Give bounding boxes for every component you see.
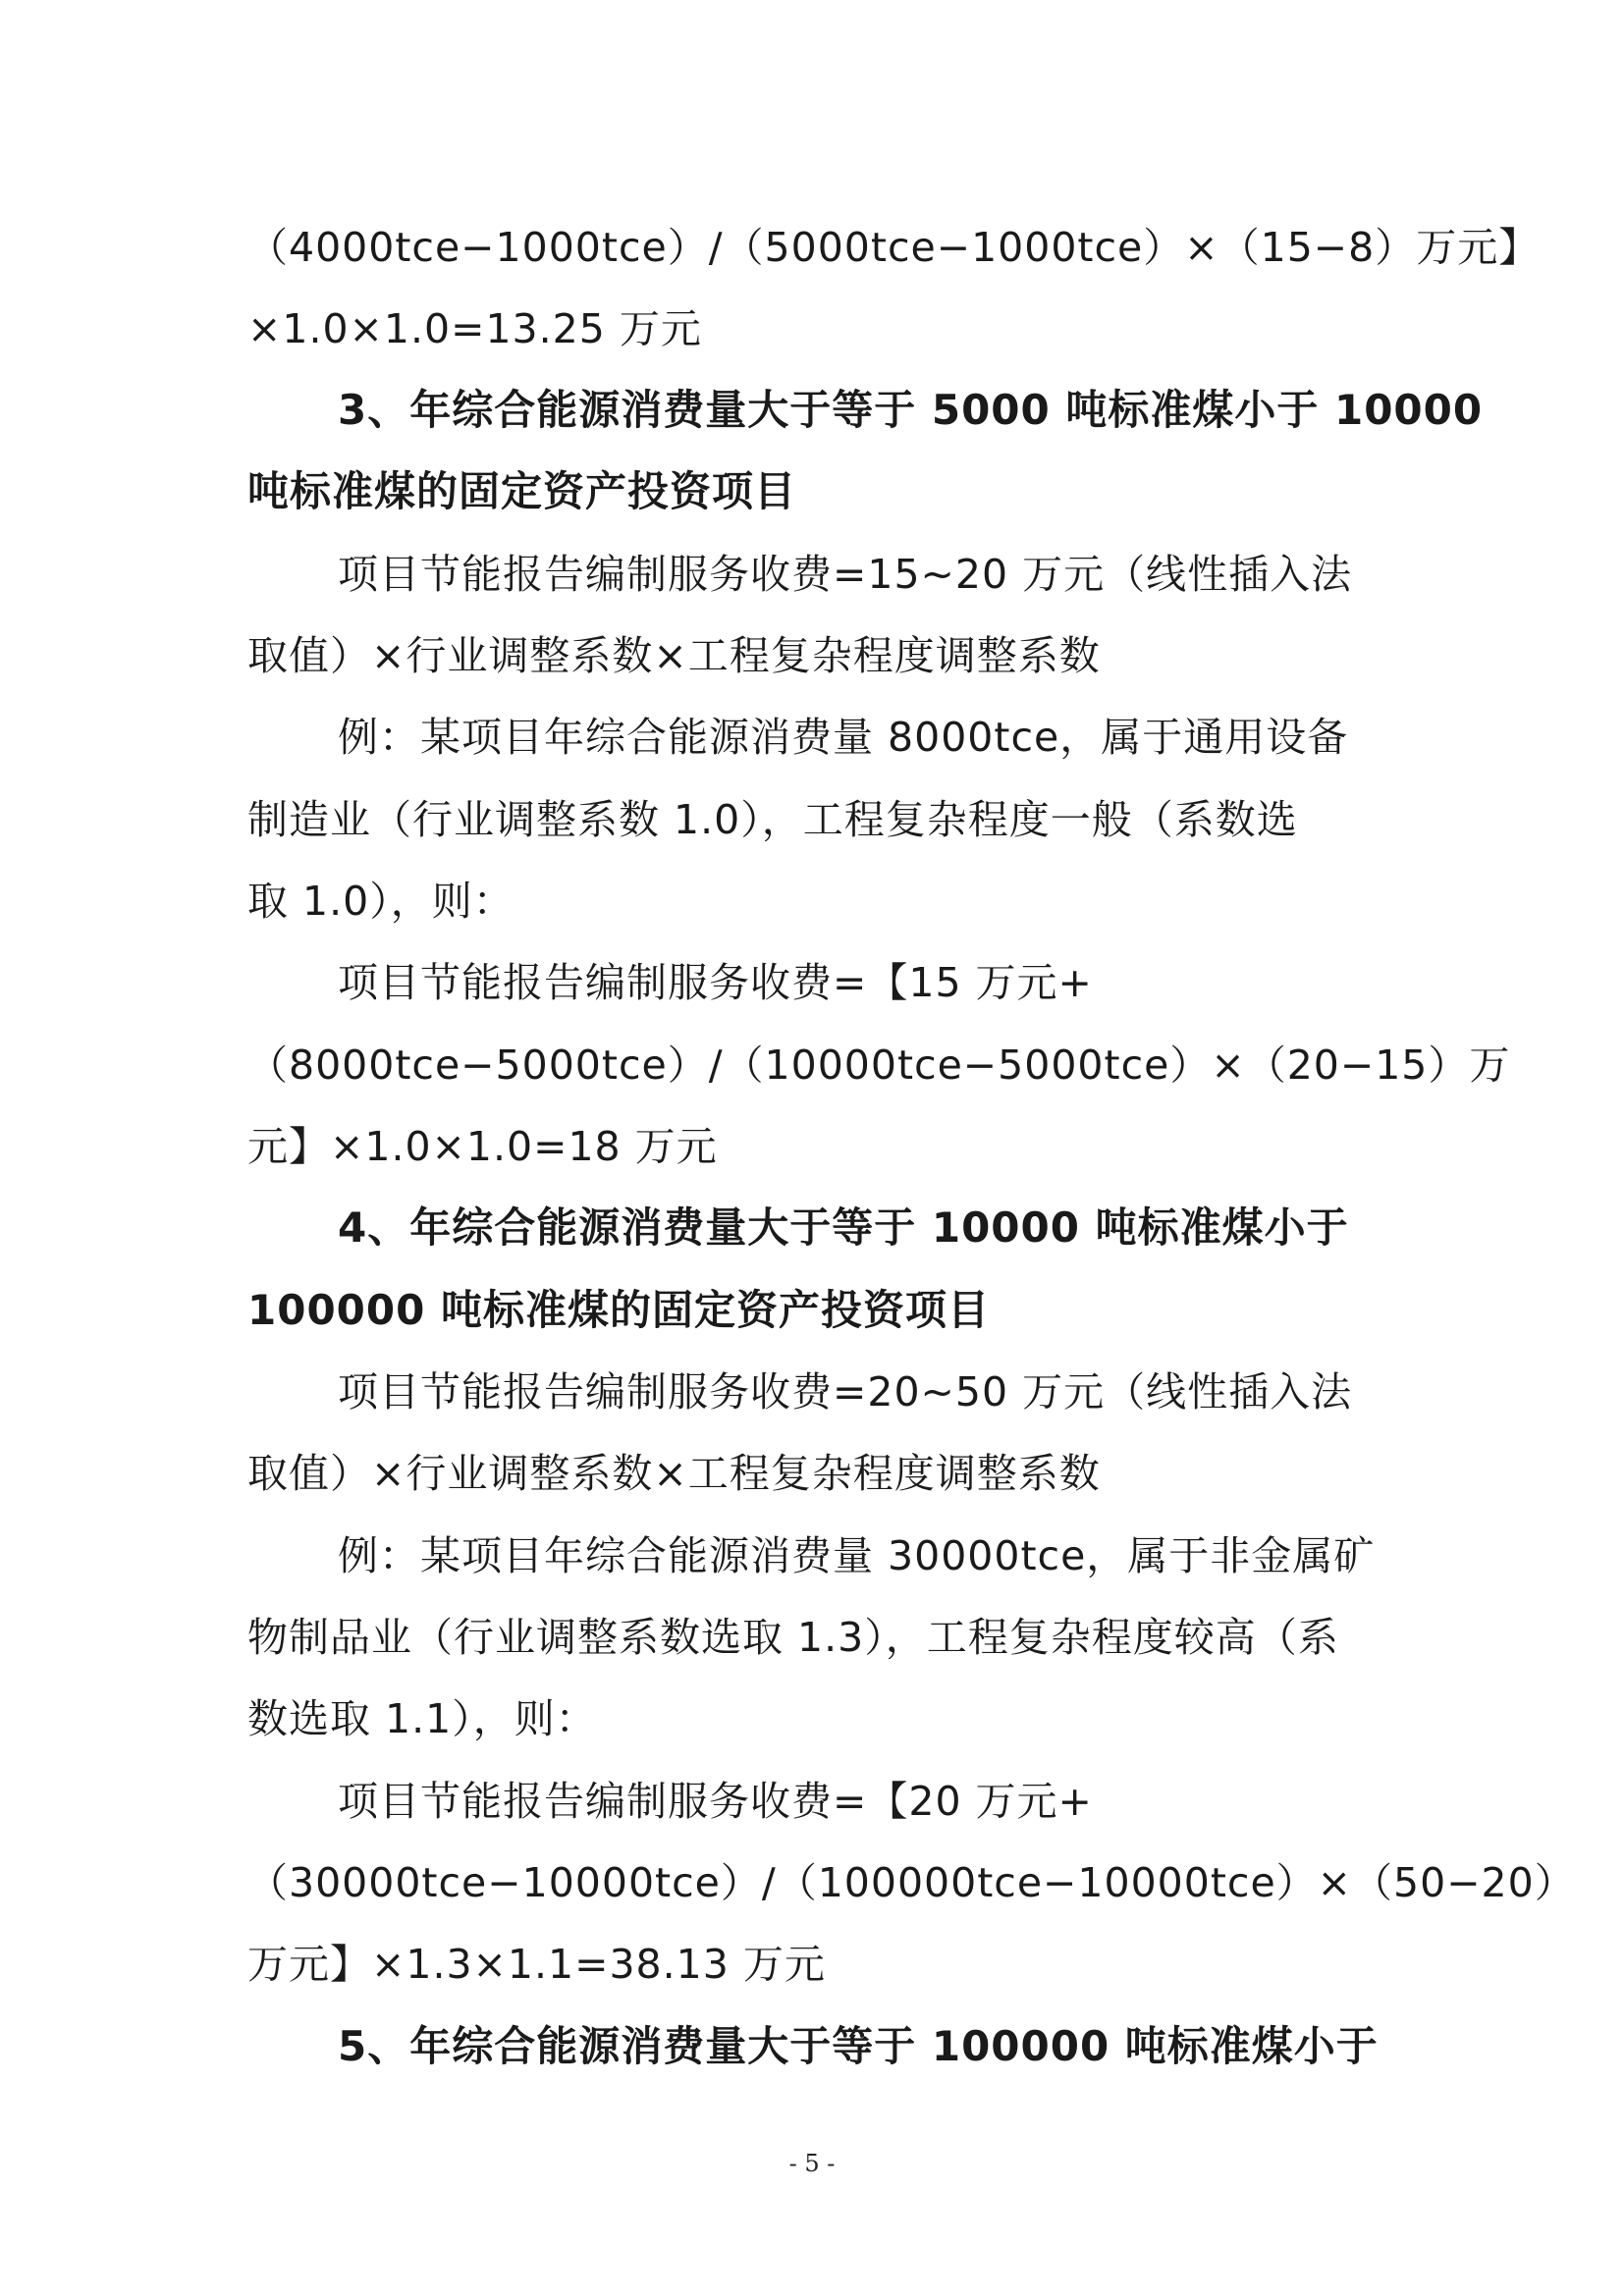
example-calc-result: 万元】×1.3×1.1=38.13 万元 bbox=[247, 1941, 826, 1988]
fee-formula-line: 项目节能报告编制服务收费=20~50 万元（线性插入法 bbox=[338, 1368, 1353, 1415]
formula-line: （4000tce−1000tce）/（5000tce−1000tce）×（15−8）万元】 bbox=[247, 224, 1541, 271]
example-calc-line: 项目节能报告编制服务收费=【15 万元+ bbox=[338, 959, 1093, 1006]
section-heading-4-cont: 100000 吨标准煤的固定资产投资项目 bbox=[247, 1286, 990, 1334]
section-heading-3-cont: 吨标准煤的固定资产投资项目 bbox=[247, 467, 797, 515]
fee-formula-line-cont: 取值）×行业调整系数×工程复杂程度调整系数 bbox=[247, 632, 1101, 679]
page-number: - 5 - bbox=[788, 2150, 836, 2177]
section-heading-5: 5、年综合能源消费量大于等于 100000 吨标准煤小于 bbox=[338, 2022, 1379, 2070]
fee-formula-line: 项目节能报告编制服务收费=15~20 万元（线性插入法 bbox=[338, 551, 1353, 598]
example-line-cont: 数选取 1.1），则： bbox=[247, 1695, 597, 1742]
formula-result-line: ×1.0×1.0=13.25 万元 bbox=[247, 305, 702, 352]
example-line-cont: 取 1.0），则： bbox=[247, 878, 514, 925]
example-calc-line-cont: （8000tce−5000tce）/（10000tce−5000tce）×（20−15）万 bbox=[247, 1041, 1511, 1089]
example-calc-line-cont: （30000tce−10000tce）/（100000tce−10000tce）×（50−20） bbox=[247, 1859, 1576, 1906]
fee-formula-line-cont: 取值）×行业调整系数×工程复杂程度调整系数 bbox=[247, 1450, 1101, 1497]
example-calc-result: 元】×1.0×1.0=18 万元 bbox=[247, 1123, 718, 1170]
example-line-cont: 物制品业（行业调整系数选取 1.3），工程复杂程度较高（系 bbox=[247, 1614, 1339, 1661]
section-heading-4: 4、年综合能源消费量大于等于 10000 吨标准煤小于 bbox=[338, 1203, 1349, 1252]
example-line: 例：某项目年综合能源消费量 30000tce，属于非金属矿 bbox=[338, 1532, 1376, 1579]
example-line: 例：某项目年综合能源消费量 8000tce，属于通用设备 bbox=[338, 714, 1349, 761]
example-line-cont: 制造业（行业调整系数 1.0），工程复杂程度一般（系数选 bbox=[247, 796, 1298, 843]
section-heading-3: 3、年综合能源消费量大于等于 5000 吨标准煤小于 10000 bbox=[338, 386, 1484, 434]
example-calc-line: 项目节能报告编制服务收费=【20 万元+ bbox=[338, 1778, 1093, 1825]
